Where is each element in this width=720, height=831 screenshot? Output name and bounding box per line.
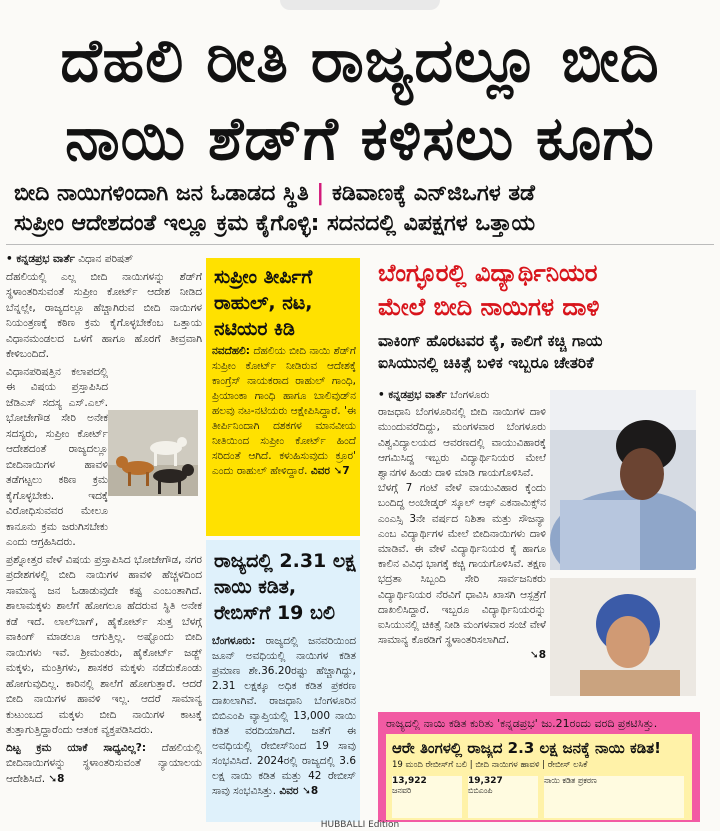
student-headline-line1: ಬೆಂಗ್ಳೂರಲ್ಲಿ ವಿದ್ಯಾರ್ಥಿನಿಯರ [378,259,598,287]
rahul-box-body [212,344,356,479]
stats-box-title: ರಾಜ್ಯದಲ್ಲಿ 2.31 ಲಕ್ಷ ನಾಯಿ ಕಡಿತ, ರೇಬಿಸ್‌ಗೆ 19 ಬಲಿ [214,550,356,624]
left-para3: ಪ್ರಶ್ನೋತ್ತರ ವೇಳೆ ವಿಷಯ ಪ್ರಸ್ತಾಪಿಸಿದ ಭೋಜೇಗೌಡ, ನಗರ ಪ್ರದೇಶಗಳಲ್ಲಿ ಬೀದಿ ನಾಯಿಗಳ ಹಾವಳಿ ಹೆಚ್ಚಳದಿಂದ ಸಾಮಾನ್ಯ ಜನ ಓಡಾಡುವುದೇ ಕಷ್ಟ ಎಂಬಂತಾಗಿದೆ. ಶಾಲಾಮಕ್ಕಳು ಶಾಲೆಗೆ ಹೋಗಲೂ ಹೆದರುವ ಸ್ಥಿತಿ ಅನೇಕ ಕಡೆ ಇದೆ. ಲಾಲ್‌ಬಾಗ್, ಹೈಕೋರ್ಟ್ ಸುತ್ತ ಬೆಳಗ್ಗೆ ವಾಕಿಂಗ್ ಮಾಡಲೂ ಆಗುತ್ತಿಲ್ಲ. ಅಷ್ಟೊಂದು ಬೀದಿ ನಾಯಿಗಳು ಇವೆ. ಶ್ರೀಮಂತರು, ಹೈಕೋರ್ಟ್ ಜಡ್ಜ್ ಮಕ್ಕಳು, ಮಂತ್ರಿಗಳು, ಶಾಸಕರ ಮಕ್ಕಳು ನಡೆದುಕೊಂಡು ಹೋಗುವುದಿಲ್ಲ. ಕಾರಿನಲ್ಲಿ ಶಾಲೆಗೆ ಹೋಗುತ್ತಾರೆ. ಆದರೆ ಬೀದಿ ನಾಯಿಗಳ ಹಾವಳಿ ಇಲ್ಲ. ಆದರೆ ಸಾಮಾನ್ಯ ಕುಟುಂಬದ ಮಕ್ಕಳು ಬೀದಿ ನಾಯಿಗಳ ಕಾಟಕ್ಕೆ ತುತ್ತಾಗುತ್ತಿದ್ದಾರೆಂದು ಆತಂಕ ವ್ಯಕ್ತಪಡಿಸಿದರು. [6,553,202,736]
left-continued: ➘8 [48,772,65,785]
clipping-headline: ಆರೇ ತಿಂಗಳಲ್ಲಿ ರಾಜ್ಯದ 2.3 ಲಕ್ಷ ಜನಕ್ಕೆ ನಾಯಿ ಕಡಿತ! [392,739,661,757]
left-story [6,252,202,822]
student-subheadline [378,330,716,374]
rahul-box-title: ಸುಪ್ರೀಂ ತೀರ್ಪಿಗೆ ರಾಹುಲ್, ನಟ, ನಟಿಯರ ಕಿಡಿ [214,266,313,340]
clipping-label-3: ನಾಯಿ ಕಡಿತ ಪ್ರಕರಣ [544,776,597,785]
rahul-box-more: ವಿವರ ➘7 [310,465,350,477]
clipping-label-2: ಬಿಬಿಎಂಪಿ [468,786,493,795]
subhead-line1 [14,180,710,208]
stats-box-dateline: ಬೆಂಗಳೂರು: [212,635,256,647]
stats-box-more: ವಿವರ ➘8 [279,785,319,797]
left-para4-bold: ದಿಟ್ಟ ಕ್ರಮ ಯಾಕೆ ಸಾಧ್ಯವಿಲ್ಲ?: [6,741,147,754]
left-dateline: ವಿಧಾನ ಪರಿಷತ್ [78,253,134,265]
student-headline-line2: ಮೇಲೆ ಬೀದಿ ನಾಯಿಗಳ ದಾಳಿ [378,293,600,321]
student-photo-portrait [550,578,696,696]
subhead-divider: | [316,181,325,206]
left-para2: ವಿಧಾನಪರಿಷತ್ತಿನ ಕಲಾಪದಲ್ಲಿ ಈ ವಿಷಯ ಪ್ರಸ್ತಾಪಿಸಿದ ಜೆಡಿಎಸ್ ಸದಸ್ಯ ಎಸ್.ಎಲ್. ಭೋಜೇಗೌಡ ಸೇರಿ ಅನೇಕ ಸದಸ್ಯರು, ಸುಪ್ರೀಂ ಕೋರ್ಟ್ ಆದೇಶದಂತೆ ರಾಜ್ಯದಲ್ಲೂ ಬೀದಿನಾಯಿಗಳ ಹಾವಳಿ ತಡೆಗಟ್ಟಲು ಕಠಿಣ ಕ್ರಮ ಕೈಗೊಳ್ಳಬೇಕು. ಇದಕ್ಕೆ ವಿರೋಧಿಸುವವರ ಮೇಲೂ ಕಾನೂನು ಕ್ರಮ ಜರುಗಿಸಬೇಕು ಎಂದು ಆಗ್ರಹಿಸಿದರು. [6,365,108,548]
main-headline-line2: ನಾಯಿ ಶೆಡ್‌ಗೆ ಕಳಿಸಲು ಕೂಗು [65,104,655,174]
dogs-photo [108,410,198,496]
student-photo-hospital [550,390,696,570]
left-para1: ದೆಹಲಿಯಲ್ಲಿ ಎಲ್ಲ ಬೀದಿ ನಾಯಿಗಳನ್ನು ಶೆಡ್‌ಗೆ ಸ್ಥಳಾಂತರಿಸುವಂತೆ ಸುಪ್ರೀಂ ಕೋರ್ಟ್ ಆದೇಶ ನೀಡಿದ ಬೆನ್ನಲ್ಲೇ, ರಾಜ್ಯದಲ್ಲೂ ಹೆಚ್ಚಾಗಿರುವ ಬೀದಿ ನಾಯಿಗಳ ನಿಯಂತ್ರಣಕ್ಕೆ ಕಠಿಣ ಕ್ರಮ ಕೈಗೊಳ್ಳಬೇಕೆಂಬ ಒತ್ತಾಯ ವಿಧಾನಮಂಡಲದ ಒಳಗೆ ಹಾಗೂ ಹೊರಗೆ ತೀವ್ರವಾಗಿ ಕೇಳಿಬಂದಿದೆ. [6,270,202,360]
student-byline: • ಕನ್ನಡಪ್ರಭ ವಾರ್ತೆ [378,389,447,401]
left-para4: ದೆಹಲಿಯಲ್ಲಿ ಬೀದಿನಾಯಿಗಳನ್ನು ಸ್ಥಳಾಂತರಿಸುವಂತೆ ನ್ಯಾಯಾಲಯ ಆದೇಶಿಸಿದೆ. [6,741,202,785]
subhead-line2: ಸುಪ್ರೀಂ ಆದೇಶದಂತೆ ಇಲ್ಲೂ ಕ್ರಮ ಕೈಗೊಳ್ಳಿ: ಸದನದಲ್ಲಿ ವಿಪಕ್ಷಗಳ ಒತ್ತಾಯ [14,211,536,236]
clipping-column-1 [392,776,462,818]
clipping-subline: 19 ಮಂದಿ ರೇಬೀಸ್‌ಗೆ ಬಲಿ | ಬೀದಿ ನಾಯಿಗಳ ಹಾವಳಿ | ರೇಬೀಸ್ ಲಸಿಕೆ [392,760,588,770]
page-top-decoration [280,0,440,10]
student-attack-headline [378,256,714,324]
student-sub-line2: ಐಸಿಯುನಲ್ಲಿ ಚಿಕಿತ್ಸೆ ಬಳಿಕ ಇಬ್ಬರೂ ಚೇತರಿಕೆ [378,354,594,372]
clipping-stat-2: 19,327 [468,776,503,786]
earlier-report-notice: ರಾಜ್ಯದಲ್ಲಿ ನಾಯಿ ಕಡಿತ ಕುರಿತು 'ಕನ್ನಡಪ್ರಭ' ಜು.21ರಂದು ವರದಿ ಪ್ರಕಟಿಸಿತ್ತು. [386,717,658,730]
student-dateline: ಬೆಂಗಳೂರು [450,389,490,401]
subhead-right: ಕಡಿವಾಣಕ್ಕೆ ಎನ್‌ಜಿಒಗಳ ತಡೆ [332,181,535,206]
rahul-box-text: ದೆಹಲಿಯ ಬೀದಿ ನಾಯಿ ಶೆಡ್‌ಗೆ ಸುಪ್ರೀಂ ಕೋರ್ಟ್ ನೀಡಿರುವ ಆದೇಶಕ್ಕೆ ಕಾಂಗ್ರೆಸ್ ನಾಯಕರಾದ ರಾಹುಲ್ ಗಾಂಧಿ, ಪ್ರಿಯಾಂಕಾ ಗಾಂಧಿ ಹಾಗೂ ಬಾಲಿವುಡ್‌ನ ಹಲವು ನಟ-ನಟಿಯರು ಆಕ್ಷೇಪಿಸಿದ್ದಾರೆ. 'ಈ ತೀರ್ಪಿನಿಂದಾಗಿ ದಶಕಗಳ ಮಾನವೀಯ ನೀತಿಯಿಂದ ಸುಪ್ರೀಂ ಕೋರ್ಟ್ ಹಿಂದೆ ಸರಿದಂತೆ ಆಗಿದೆ. ಕಳುಹಿಸುವುದು ಕ್ರೂರ' ಎಂದು ರಾಹುಲ್ ಹೇಳಿದ್ದಾರೆ. [212,345,356,477]
stats-box-text: ರಾಜ್ಯದಲ್ಲಿ ಜನವರಿಯಿಂದ ಜೂನ್ ಅವಧಿಯಲ್ಲಿ ನಾಯಿಗಳ ಕಡಿತ ಪ್ರಮಾಣ ಶೇ.36.20ರಷ್ಟು ಹೆಚ್ಚಾಗಿದ್ದು, 2.31 ಲಕ್ಷಕ್ಕೂ ಅಧಿಕ ಕಡಿತ ಪ್ರಕರಣ ದಾಖಲಾಗಿವೆ. ರಾಜಧಾನಿ ಬೆಂಗಳೂರಿನ ಬಿಬಿಎಂಪಿ ವ್ಯಾಪ್ತಿಯಲ್ಲಿ 13,000 ನಾಯಿ ಕಡಿತ ವರದಿಯಾಗಿದೆ. ಜತೆಗೆ ಈ ಅವಧಿಯಲ್ಲಿ ರೇಬೀಸ್‌ನಿಂದ 19 ಸಾವು ಸಂಭವಿಸಿದೆ. 2024ರಲ್ಲಿ ರಾಜ್ಯದಲ್ಲಿ 3.6 ಲಕ್ಷ ನಾಯಿ ಕಡಿತ ಮತ್ತು 42 ರೇಬೀಸ್ ಸಾವು ಸಂಭವಿಸಿತ್ತು. [212,635,357,797]
student-more: ➘8 [529,649,546,662]
student-story-body [378,388,546,664]
clipping-stat-1: 13,922 [392,776,427,786]
edition-footer: HUBBALLI Edition [320,820,400,830]
main-headline-line1: ದೆಹಲಿ ರೀತಿ ರಾಜ್ಯದಲ್ಲೂ ಬೀದಿ [60,26,660,96]
clipping-label-1: ಜನವರಿ [392,786,412,795]
rahul-box-dateline: ನವದೆಹಲಿ: [212,345,250,357]
divider-rule [6,244,714,245]
student-sub-line1: ವಾಕಿಂಗ್ ಹೊರಟವರ ಕೈ, ಕಾಲಿಗೆ ಕಚ್ಚಿ ಗಾಯ [378,332,603,350]
left-byline: • ಕನ್ನಡಪ್ರಭ ವಾರ್ತೆ [6,253,75,265]
student-para1: ರಾಜಧಾನಿ ಬೆಂಗಳೂರಿನಲ್ಲಿ ಬೀದಿ ನಾಯಿಗಳ ದಾಳಿ ಮುಂದುವರೆದಿದ್ದು, ಮಂಗಳವಾರ ಬೆಂಗಳೂರು ವಿಶ್ವವಿದ್ಯಾಲಯದ ಆವರಣದಲ್ಲಿ ವಾಯುವಿಹಾರಕ್ಕೆ ಆಗಮಿಸಿದ್ದ ಇಬ್ಬರು ವಿದ್ಯಾರ್ಥಿನಿಯರ ಮೇಲೆ ಶ್ವಾನಗಳ ಹಿಂಡು ದಾಳಿ ಮಾಡಿ ಗಾಯಗೊಳಿಸಿವೆ. [378,406,546,480]
clipping-column-3 [544,776,684,818]
stats-box-body [212,634,356,799]
student-para2: ಬೆಳಗ್ಗೆ 7 ಗಂಟೆ ವೇಳೆ ವಾಯುವಿಹಾರ ಕ್ಕೆಂದು ಬಂದಿದ್ದ ಅಂಬೇಡ್ಕರ್ ಸ್ಕೂಲ್ ಆಫ್ ಎಕನಾಮಿಕ್ಸ್‌ನ ಎಂಎಸ್ಸಿ 3ನೇ ವರ್ಷದ ನಿಶಿತಾ ಮತ್ತು ಸೌಜನ್ಯಾ ಎಂಬ ವಿದ್ಯಾರ್ಥಿಗಳ ಮೇಲೆ ಬೀದಿನಾಯಿಗಳು ದಾಳಿ ಮಾಡಿವೆ. ಈ ವೇಳೆ ವಿದ್ಯಾರ್ಥಿನಿಯರ ಕೈ ಹಾಗೂ ಕಾಲಿನ ವಿವಿಧ ಭಾಗಕ್ಕೆ ಕಚ್ಚಿ ಗಾಯಗೊಳಿಸಿವೆ. ತಕ್ಷಣ ಭದ್ರತಾ ಸಿಬ್ಬಂದಿ ಸೇರಿ ಸಾರ್ವಜನಿಕರು ವಿದ್ಯಾರ್ಥಿನಿಯರ ನೆರವಿಗೆ ಧಾವಿಸಿ ಖಾಸಗಿ ಆಸ್ಪತ್ರೆಗೆ ದಾಖಲಿಸಿದ್ದಾರೆ. ಇಬ್ಬರೂ ವಿದ್ಯಾರ್ಥಿನಿಯರನ್ನು ಐಸಿಯುನಲ್ಲಿ ಚಿಕಿತ್ಸೆ ನೀಡಿ ಮಂಗಳವಾರ ಸಂಜೆ ವೇಳೆ ಸಾಮಾನ್ಯ ಕೊಠಡಿಗೆ ಸ್ಥಳಾಂತರಿಸಲಾಗಿದೆ. [378,482,546,647]
clipping-column-2 [468,776,538,818]
subhead-left: ಬೀದಿ ನಾಯಿಗಳಿಂದಾಗಿ ಜನ ಓಡಾಡದ ಸ್ಥಿತಿ [14,181,309,206]
